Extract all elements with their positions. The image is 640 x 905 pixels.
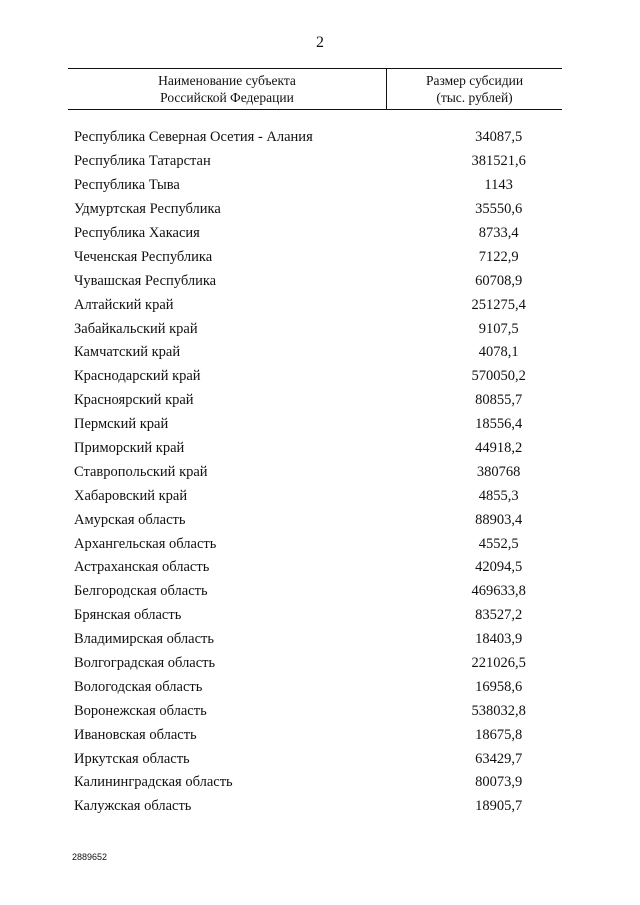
table-row (74, 508, 564, 532)
table-row (74, 317, 564, 341)
region-name: Хабаровский край (74, 487, 188, 504)
subsidy-amount: 42094,5 (475, 559, 523, 576)
table-row (74, 150, 564, 174)
table-row (74, 245, 564, 269)
table-row (74, 341, 564, 365)
region-name: Калининградская область (74, 774, 233, 791)
region-name: Вологодская область (74, 678, 203, 695)
region-name: Иркутская область (74, 750, 190, 767)
subsidy-table-body (74, 126, 564, 819)
table-row (74, 699, 564, 723)
column-header-subsidy-line2: (тыс. рублей) (436, 90, 513, 105)
region-name: Республика Тыва (74, 177, 180, 194)
subsidy-amount: 18905,7 (475, 798, 523, 815)
table-row (74, 413, 564, 437)
table-row (74, 269, 564, 293)
table-row (74, 628, 564, 652)
table-row (74, 771, 564, 795)
table-row (74, 437, 564, 461)
table-row (74, 556, 564, 580)
region-name: Калужская область (74, 798, 192, 815)
subsidy-amount: 251275,4 (471, 296, 526, 313)
table-row (74, 532, 564, 556)
column-header-subsidy (387, 69, 562, 109)
table-row (74, 795, 564, 819)
subsidy-amount: 380768 (476, 463, 521, 480)
column-header-subsidy-line1: Размер субсидии (425, 73, 524, 88)
region-name: Приморский край (74, 440, 185, 457)
region-name: Чувашская Республика (74, 272, 217, 289)
table-row (74, 174, 564, 198)
subsidy-amount: 16958,6 (475, 678, 523, 695)
table-row (74, 460, 564, 484)
subsidy-amount: 18675,8 (475, 726, 523, 743)
subsidy-amount: 7122,9 (478, 248, 519, 265)
subsidy-amount: 221026,5 (471, 655, 526, 672)
table-row (74, 723, 564, 747)
column-header-region-line1: Наименование субъекта (158, 73, 296, 88)
subsidy-amount: 63429,7 (475, 750, 523, 767)
table-row (74, 484, 564, 508)
table-row (74, 222, 564, 246)
subsidy-amount: 8733,4 (478, 225, 519, 241)
subsidy-amount: 88903,4 (475, 511, 523, 528)
table-row (74, 675, 564, 699)
table-row (74, 365, 564, 389)
table-row (74, 652, 564, 676)
region-name: Камчатский край (74, 344, 181, 361)
subsidy-amount: 469633,8 (471, 583, 526, 600)
table-row (74, 389, 564, 413)
region-name: Удмуртская Республика (74, 201, 221, 218)
subsidy-amount: 1143 (484, 177, 513, 194)
region-name: Владимирская область (74, 631, 214, 648)
subsidy-amount: 9107,5 (478, 320, 519, 337)
subsidy-amount: 34087,5 (475, 129, 523, 146)
subsidy-amount: 4078,1 (478, 344, 519, 361)
region-name: Республика Северная Осетия - Алания (74, 129, 313, 146)
table-row (74, 126, 564, 150)
table-row (74, 580, 564, 604)
region-name: Волгоградская область (74, 655, 216, 672)
region-name: Пермский край (74, 416, 169, 433)
subsidy-amount: 80073,9 (475, 774, 523, 791)
region-name: Ивановская область (74, 726, 197, 743)
subsidy-amount: 4855,3 (478, 487, 519, 504)
table-row (74, 747, 564, 771)
region-name: Ставропольский край (74, 463, 208, 480)
subsidy-amount: 18556,4 (475, 416, 523, 433)
region-name: Красноярский край (74, 392, 194, 409)
subsidy-amount: 570050,2 (471, 368, 526, 385)
region-name: Воронежская область (74, 702, 207, 719)
region-name: Забайкальский край (74, 320, 198, 337)
table-row (74, 604, 564, 628)
region-name: Амурская область (74, 511, 186, 528)
subsidy-amount: 60708,9 (475, 272, 523, 289)
subsidy-amount: 80855,7 (475, 392, 523, 409)
subsidy-amount: 4552,5 (478, 535, 519, 552)
table-header (68, 68, 562, 110)
subsidy-amount: 18403,9 (475, 631, 523, 648)
region-name: Чеченская Республика (74, 248, 213, 265)
subsidy-amount: 381521,6 (471, 153, 526, 170)
page-number: 2 (316, 34, 324, 51)
region-name: Алтайский край (74, 296, 174, 313)
column-header-region-line2: Российской Федерации (160, 90, 294, 105)
region-name: Брянская область (74, 607, 182, 624)
region-name: Республика Хакасия (74, 225, 200, 241)
table-row (74, 293, 564, 317)
column-header-region (68, 69, 387, 109)
subsidy-amount: 83527,2 (475, 607, 523, 624)
table-row (74, 198, 564, 222)
subsidy-amount: 538032,8 (471, 702, 526, 719)
subsidy-amount: 35550,6 (475, 201, 523, 218)
region-name: Краснодарский край (74, 368, 201, 385)
region-name: Астраханская область (74, 559, 210, 576)
region-name: Архангельская область (74, 535, 217, 552)
document-code: 2889652 (72, 852, 108, 862)
subsidy-amount: 44918,2 (475, 440, 523, 457)
region-name: Республика Татарстан (74, 153, 211, 170)
region-name: Белгородская область (74, 583, 208, 600)
